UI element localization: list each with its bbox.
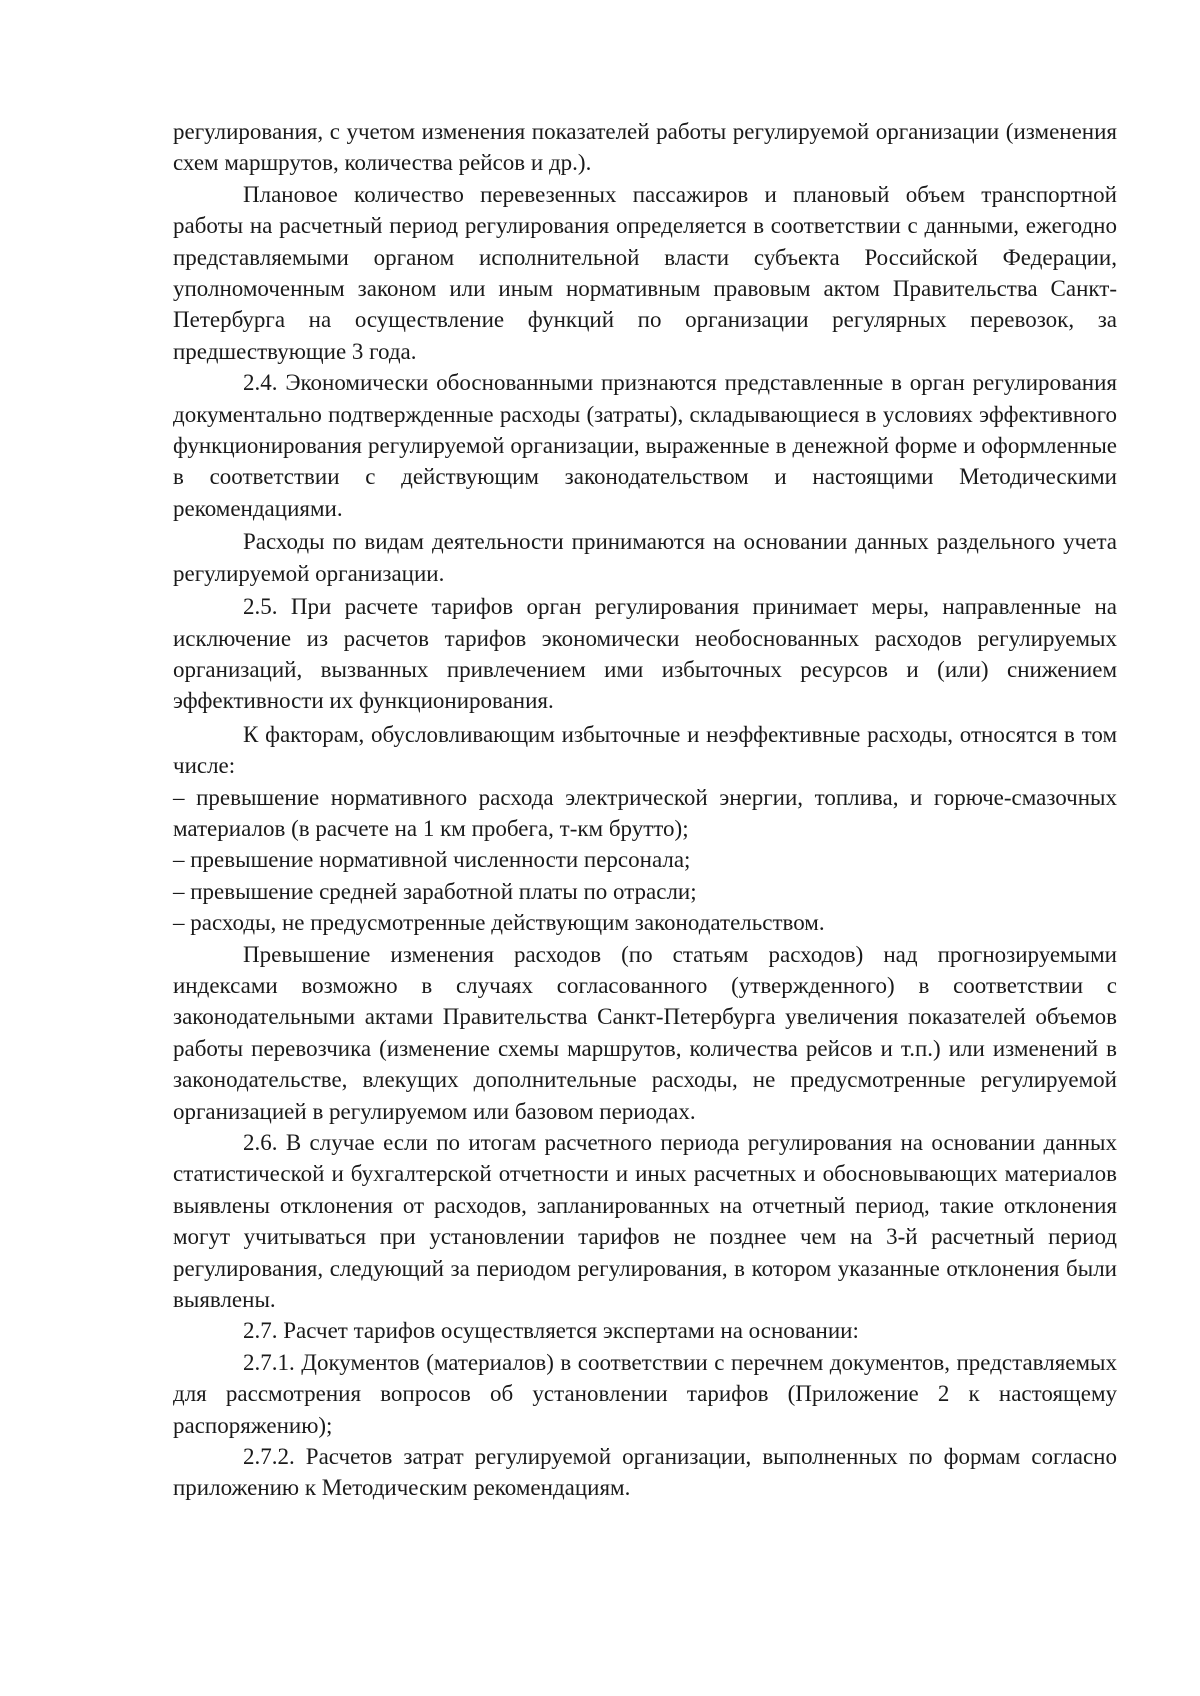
paragraph-expenses-by-activity: Расходы по видам деятельности принимаются на основании данных раздельного учета регулируемой организации. (173, 529, 1117, 586)
list-item-salary-excess: – превышение средней заработной платы по отрасли; (173, 878, 697, 904)
paragraph-planned-volume: Плановое количество перевезенных пассажиров и плановый объем транспортной работы на расчетный период регулирования определяется в соответствии с данными, ежегодно представляемыми органом исполнительной власти субъекта Российской Федерации, уполномоченным законом или иным нормативным правовым актом Правительства Санкт-Петербурга на осуществление функций по организации регулярных перевозок, за предшествующие 3 года. (173, 181, 1117, 364)
list-item-fuel-excess: – превышение нормативного расхода электрической энергии, топлива, и горюче-смазочных материалов (в расчете на 1 км пробега, т-км брутто); (173, 784, 1117, 841)
paragraph-factors-intro: К факторам, обусловливающим избыточные и неэффективные расходы, относятся в том числе: (173, 721, 1117, 779)
paragraph-2-5: 2.5. При расчете тарифов орган регулирования принимает меры, направленные на исключение из расчетов тарифов экономически необоснованных расходов регулируемых организаций, вызванных привлечением ими избыточных ресурсов и (или) снижением эффективности их функционирования. (173, 594, 1117, 714)
paragraph-2-7-2: 2.7.2. Расчетов затрат регулируемой организации, выполненных по формам согласно приложению к Методическим рекомендациям. (173, 1444, 1117, 1501)
document-body (173, 116, 1117, 1504)
list-item-staff-excess: – превышение нормативной численности персонала; (173, 847, 691, 873)
paragraph-continuation: регулирования, с учетом изменения показателей работы регулируемой организации (изменения схем маршрутов, количества рейсов и др.). (173, 119, 1117, 176)
paragraph-2-6: 2.6. В случае если по итогам расчетного периода регулирования на основании данных статистической и бухгалтерской отчетности и иных расчетных и обосновывающих материалов выявлены отклонения от расходов, запланированных на отчетный период, такие отклонения могут учитываться при установлении тарифов не позднее чем на 3-й расчетный период регулирования, следующий за периодом регулирования, в котором указанные отклонения были выявлены. (173, 1130, 1117, 1313)
list-item-unforeseen-expenses: – расходы, не предусмотренные действующим законодательством. (173, 910, 825, 936)
paragraph-2-7: 2.7. Расчет тарифов осуществляется экспертами на основании: (243, 1318, 859, 1344)
paragraph-expense-change: Превышение изменения расходов (по статьям расходов) над прогнозируемыми индексами возможно в случаях согласованного (утвержденного) в соответствии с законодательными актами Правительства Санкт-Петербурга увеличения показателей объемов работы перевозчика (изменение схемы маршрутов, количества рейсов и т.п.) или изменений в законодательстве, влекущих дополнительные расходы, не предусмотренные регулируемой организацией в регулируемом или базовом периодах. (173, 941, 1117, 1124)
paragraph-2-7-1: 2.7.1. Документов (материалов) в соответствии с перечнем документов, представляемых для рассмотрения вопросов об установлении тарифов (Приложение 2 к настоящему распоряжению); (173, 1349, 1117, 1438)
paragraph-2-4: 2.4. Экономически обоснованными признаются представленные в орган регулирования документально подтвержденные расходы (затраты), складывающиеся в условиях эффективного функционирования регулируемой организации, выраженные в денежной форме и оформленные в соответствии с действующим законодательством и настоящими Методическими рекомендациями. (173, 370, 1117, 521)
